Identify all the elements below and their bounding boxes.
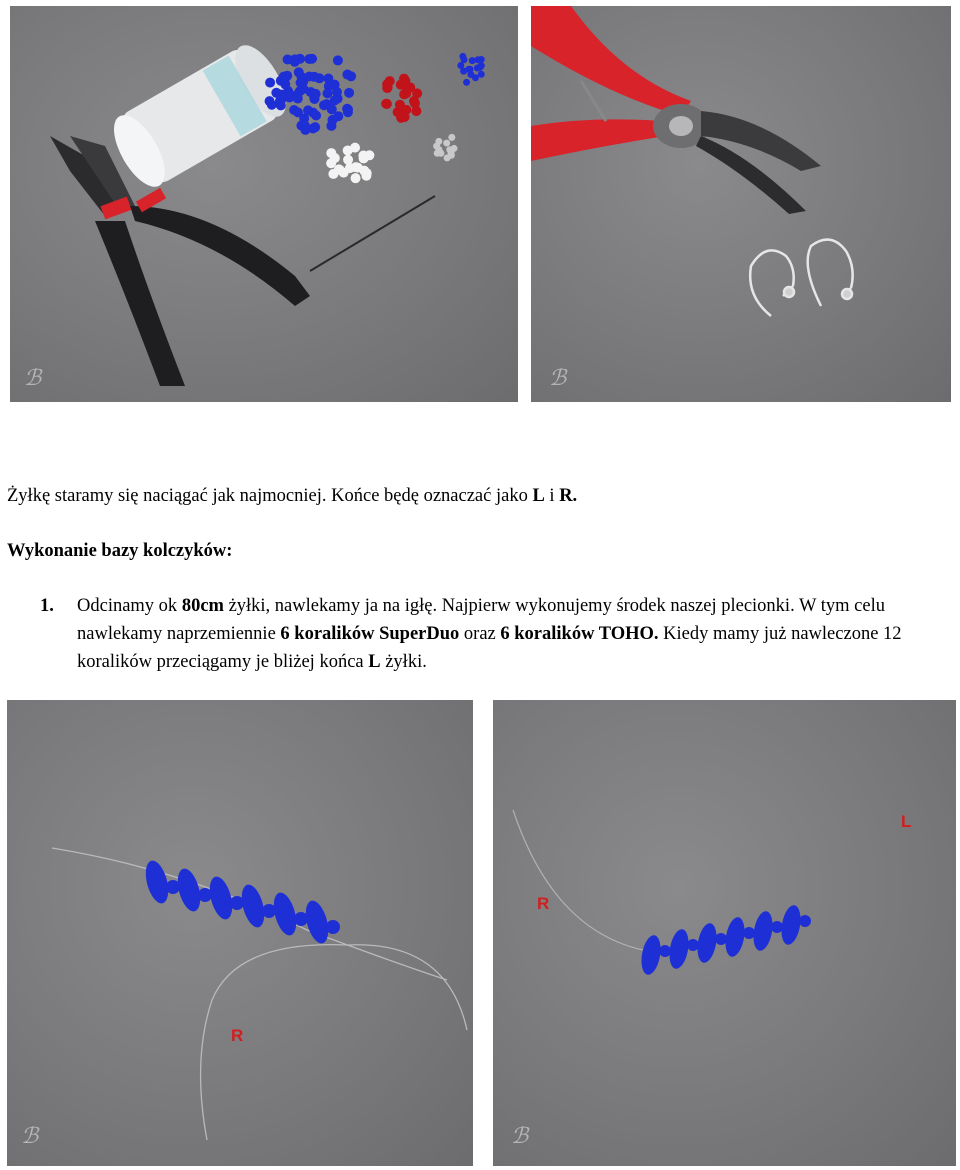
bead: [723, 916, 748, 959]
silver-beads-pile: [433, 134, 457, 161]
bead: [687, 939, 699, 951]
bead: [465, 66, 472, 73]
bead: [478, 71, 485, 78]
thread-spool: [104, 37, 296, 194]
bead: [410, 98, 420, 108]
bead: [342, 70, 352, 80]
bead: [265, 96, 275, 106]
bead: [437, 150, 444, 157]
bead: [799, 915, 811, 927]
bead: [461, 56, 468, 63]
photo-beads-strung: [7, 700, 473, 1166]
curved-beads-illustration: [493, 700, 956, 1166]
bead-strand: [639, 904, 811, 977]
label-r: R: [231, 1026, 244, 1045]
step-bold: 80cm: [181, 596, 224, 616]
bead: [405, 82, 415, 92]
bead: [309, 72, 319, 82]
bead: [310, 122, 320, 132]
label-l: L: [901, 812, 912, 831]
bead: [659, 945, 671, 957]
bead: [433, 143, 440, 150]
bead: [295, 54, 305, 64]
intro-bold-r: R.: [559, 486, 578, 506]
bead: [279, 72, 289, 82]
bead: [322, 88, 332, 98]
bead: [351, 173, 361, 183]
step-text: żyłki, nawlekamy ja na igłę. Najpierw wykonujemy środek naszej plecionki. W tym celu nawlekamy naprzemiennie: [77, 596, 885, 644]
bead: [326, 920, 340, 934]
photo-pliers-and-earwires: [531, 6, 951, 402]
bead: [443, 140, 450, 147]
bead: [343, 155, 353, 165]
blue-beads-pile: [265, 54, 357, 135]
bead: [344, 88, 354, 98]
bead: [350, 143, 360, 153]
step-bold: 6 koralików TOHO.: [500, 624, 659, 644]
step-body: [77, 592, 950, 676]
bead: [299, 113, 309, 123]
tools-illustration: [10, 6, 518, 402]
bead: [308, 108, 318, 118]
intro-text: Żyłkę staramy się naciągać jak najmocniej. Końce będę oznaczać jako: [7, 486, 533, 506]
red-beads-pile: [381, 74, 422, 123]
step-number: 1.: [40, 596, 54, 616]
step-bold: 6 koralików SuperDuo: [280, 624, 460, 644]
bead: [283, 54, 293, 64]
bead: [451, 145, 458, 152]
bead: [639, 934, 664, 977]
bead: [330, 95, 340, 105]
bead: [343, 107, 353, 117]
bead: [444, 154, 451, 161]
strung-beads-illustration: [7, 700, 473, 1166]
section-heading: Wykonanie bazy kolczyków:: [7, 541, 233, 561]
bead: [463, 79, 470, 86]
needle: [310, 196, 435, 271]
bead: [335, 165, 345, 175]
intro-paragraph: [7, 482, 952, 510]
pliers-illustration: [531, 6, 951, 402]
step-text: żyłki.: [380, 652, 427, 672]
bead: [695, 922, 720, 965]
bead: [667, 928, 692, 971]
bead: [382, 99, 392, 109]
step-text: oraz: [459, 624, 501, 644]
watermark-logo: ℬ: [549, 366, 567, 391]
thread-r: [513, 810, 643, 950]
round-nose-pliers: [531, 6, 821, 214]
bead: [300, 125, 310, 135]
bead: [779, 904, 804, 947]
bead: [751, 910, 776, 953]
bead: [715, 933, 727, 945]
bead: [142, 858, 173, 906]
bead: [771, 921, 783, 933]
bead: [304, 54, 314, 64]
step-text: Kiedy mamy już nawleczone 12 koralików przeciągamy je bliżej końca: [77, 624, 902, 672]
bead: [743, 927, 755, 939]
bead: [383, 82, 393, 92]
watermark-logo: ℬ: [511, 1124, 529, 1149]
watermark-logo: ℬ: [21, 1124, 39, 1149]
bead: [265, 78, 275, 88]
bead-strand: [142, 858, 340, 946]
bead: [323, 74, 333, 84]
step-text: Odcinamy ok: [77, 596, 182, 616]
bead: [472, 74, 479, 81]
thread-r: [201, 945, 347, 1140]
intro-text-2: i: [544, 486, 560, 506]
bead: [399, 74, 409, 84]
bead: [474, 56, 481, 63]
bead: [330, 153, 340, 163]
photo-beads-curved: [493, 700, 956, 1166]
bead: [351, 162, 361, 172]
bead: [333, 111, 343, 121]
bead: [306, 87, 316, 97]
bead: [276, 90, 286, 100]
bead: [296, 78, 306, 88]
step-1: [40, 592, 950, 676]
bead: [319, 100, 329, 110]
bead: [396, 113, 406, 123]
earring-hooks: [750, 240, 852, 316]
bead: [359, 153, 369, 163]
bead: [448, 134, 455, 141]
small-blue-beads-pile: [457, 53, 484, 86]
intro-bold-l: L: [532, 486, 545, 506]
white-beads-pile: [326, 143, 374, 184]
step-bold: L: [368, 652, 381, 672]
bead: [293, 94, 303, 104]
label-r: R: [537, 894, 550, 913]
bead: [294, 67, 304, 77]
watermark-logo: ℬ: [24, 366, 42, 391]
photo-tools-and-beads: [10, 6, 518, 402]
bead: [333, 55, 343, 65]
bead: [474, 65, 481, 72]
